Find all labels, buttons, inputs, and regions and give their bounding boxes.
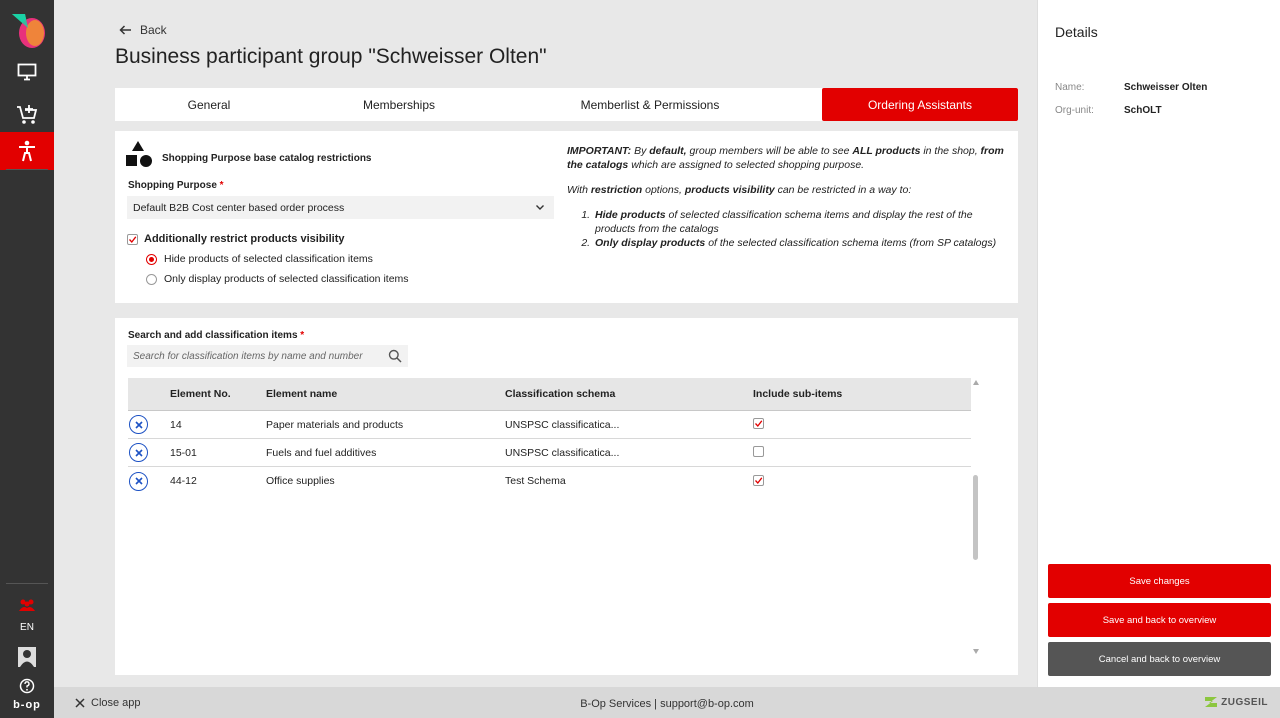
info-strong: products visibility (684, 184, 775, 196)
check-icon (128, 235, 137, 244)
section-title: Shopping Purpose base catalog restrictions (162, 153, 372, 164)
info-text-part: By (631, 145, 650, 157)
required-mark: * (300, 330, 305, 341)
monitor-icon (17, 63, 37, 81)
info-strong: Only display products (595, 237, 706, 249)
page-title: Business participant group "Schweisser Olten" (115, 45, 547, 68)
nav-divider (6, 583, 48, 584)
info-text-part: can be restricted in a way to: (774, 184, 912, 196)
cell-element-name: Paper materials and products (266, 418, 404, 431)
info-text-part: of selected classification schema items and display the rest of the products from the catalogs (595, 209, 973, 235)
header-include-sub-items: Include sub-items (753, 388, 843, 400)
person-icon (17, 140, 37, 162)
shopping-purpose-select[interactable] (127, 196, 554, 219)
restrict-visibility-checkbox[interactable] (127, 234, 138, 245)
classification-label-text: Search and add classification items (128, 330, 298, 341)
check-icon (754, 419, 763, 428)
info-text-part: group members will be able to see (686, 145, 853, 157)
restrict-visibility-label: Additionally restrict products visibility (144, 233, 345, 245)
info-strong: from the catalogs (567, 145, 1004, 171)
cell-element-name: Fuels and fuel additives (266, 446, 377, 459)
save-and-back-button[interactable]: Save and back to overview (1048, 603, 1271, 637)
search-icon[interactable] (388, 349, 402, 363)
info-text-part: options, (642, 184, 685, 196)
shopping-purpose-label (128, 180, 224, 191)
details-name-label: Name: (1055, 82, 1085, 93)
scrollbar-thumb[interactable] (973, 475, 978, 560)
info-text-part: of the selected classification schema items (from SP catalogs) (705, 237, 997, 249)
info-text-part: in the shop, (920, 145, 981, 157)
tab-general[interactable]: General (187, 97, 231, 112)
restrict-visibility-row[interactable] (127, 233, 344, 245)
cell-classification-schema: Test Schema (505, 475, 566, 487)
details-title: Details (1055, 24, 1098, 40)
info-strong: ALL products (852, 145, 921, 157)
info-strong: Hide products (595, 209, 666, 221)
footer-support-text: B-Op Services | support@b-op.com (580, 698, 754, 710)
info-text-part: which are assigned to selected shopping purpose. (628, 159, 865, 171)
radio-only-display-products[interactable] (146, 274, 157, 285)
cell-element-no: 44-12 (170, 475, 197, 487)
language-selector[interactable]: EN (20, 622, 34, 633)
main-content (54, 0, 1037, 687)
details-org-label: Org-unit: (1055, 105, 1094, 116)
brand-logo: b-op (13, 699, 41, 711)
table-header (128, 378, 971, 411)
cancel-and-back-button[interactable]: Cancel and back to overview (1048, 642, 1271, 676)
cell-classification-schema: UNSPSC classificatica... (505, 418, 620, 431)
tab-ordering-assistants[interactable]: Ordering Assistants (822, 88, 1018, 121)
cell-classification-schema: UNSPSC classificatica... (505, 446, 620, 459)
table-row (128, 411, 971, 439)
header-element-name: Element name (266, 388, 338, 400)
info-text-part: With (567, 184, 591, 196)
chevron-down-icon (535, 202, 545, 212)
search-placeholder: Search for classification items by name and number (133, 350, 363, 362)
table-row (128, 439, 971, 467)
shopping-purpose-value: Default B2B Cost center based order process (133, 201, 345, 214)
details-panel (1037, 0, 1280, 687)
details-org-value: SchOLT (1124, 105, 1162, 116)
close-icon (135, 421, 143, 429)
team-icon (18, 598, 36, 612)
classification-card (115, 318, 1018, 675)
zugseil-text: ZUGSEIL (1221, 696, 1268, 708)
nav-divider (6, 169, 48, 170)
zugseil-logo (1204, 696, 1268, 708)
remove-row-button[interactable] (129, 415, 148, 434)
info-strong: restriction (590, 184, 643, 196)
cell-element-name: Office supplies (266, 475, 335, 487)
classification-table (128, 378, 971, 495)
header-classification-schema: Classification schema (505, 388, 616, 400)
user-avatar-icon (18, 647, 36, 667)
info-strong: default, (649, 145, 687, 157)
header-element-no: Element No. (170, 388, 231, 400)
close-icon (135, 477, 143, 485)
shapes-icon (126, 140, 154, 168)
check-icon (754, 476, 763, 485)
restrictions-card (115, 131, 1018, 303)
scroll-down-icon[interactable] (972, 648, 980, 655)
info-list (593, 208, 1007, 250)
option-label: Hide products of selected classification items (164, 253, 373, 265)
scroll-up-icon[interactable] (972, 379, 980, 386)
info-strong: IMPORTANT: (567, 145, 632, 157)
tab-bar (115, 88, 1018, 121)
info-list-item (593, 236, 1007, 250)
remove-row-button[interactable] (129, 443, 148, 462)
nav-item-cart[interactable] (0, 96, 54, 134)
footer (54, 687, 1280, 718)
include-sub-items-checkbox[interactable] (753, 418, 764, 429)
details-name-value: Schweisser Olten (1124, 82, 1208, 93)
classification-label (128, 330, 304, 341)
option-hide-products[interactable] (146, 253, 373, 265)
info-paragraph-2 (567, 183, 1007, 197)
cell-element-no: 14 (170, 418, 182, 431)
include-sub-items-checkbox[interactable] (753, 446, 764, 457)
info-text (567, 144, 1007, 250)
include-sub-items-checkbox[interactable] (753, 475, 764, 486)
shopping-purpose-label-text: Shopping Purpose (128, 180, 217, 191)
app-logo[interactable] (9, 11, 47, 49)
close-icon (135, 449, 143, 457)
tab-memberlist-permissions[interactable]: Memberlist & Permissions (580, 97, 720, 112)
info-paragraph-1 (567, 144, 1007, 172)
tab-memberships[interactable]: Memberships (362, 97, 436, 112)
remove-row-button[interactable] (129, 472, 148, 491)
option-label: Only display products of selected classification items (164, 273, 409, 285)
cell-element-no: 15-01 (170, 446, 197, 459)
zugseil-mark-icon (1204, 696, 1218, 708)
table-row (128, 467, 971, 495)
required-mark: * (219, 180, 224, 191)
option-only-display-products[interactable] (146, 273, 409, 285)
info-list-item (593, 208, 1007, 236)
help-icon (19, 678, 35, 694)
close-app-label: Close app (91, 697, 141, 709)
details-org-row (1055, 105, 1162, 116)
back-link[interactable] (119, 23, 167, 37)
nav-item-monitor[interactable] (0, 53, 54, 91)
save-changes-button[interactable]: Save changes (1048, 564, 1271, 598)
back-label: Back (140, 23, 167, 37)
nav-item-person[interactable] (0, 132, 54, 170)
arrow-left-icon (119, 25, 132, 35)
radio-hide-products[interactable] (146, 254, 157, 265)
close-icon (75, 698, 85, 708)
classification-search-input[interactable] (127, 345, 408, 367)
left-nav (0, 0, 54, 718)
close-app-button[interactable] (75, 697, 141, 709)
cart-add-icon (16, 104, 38, 126)
details-name-row (1055, 82, 1207, 93)
nav-item-team[interactable] (0, 586, 54, 624)
